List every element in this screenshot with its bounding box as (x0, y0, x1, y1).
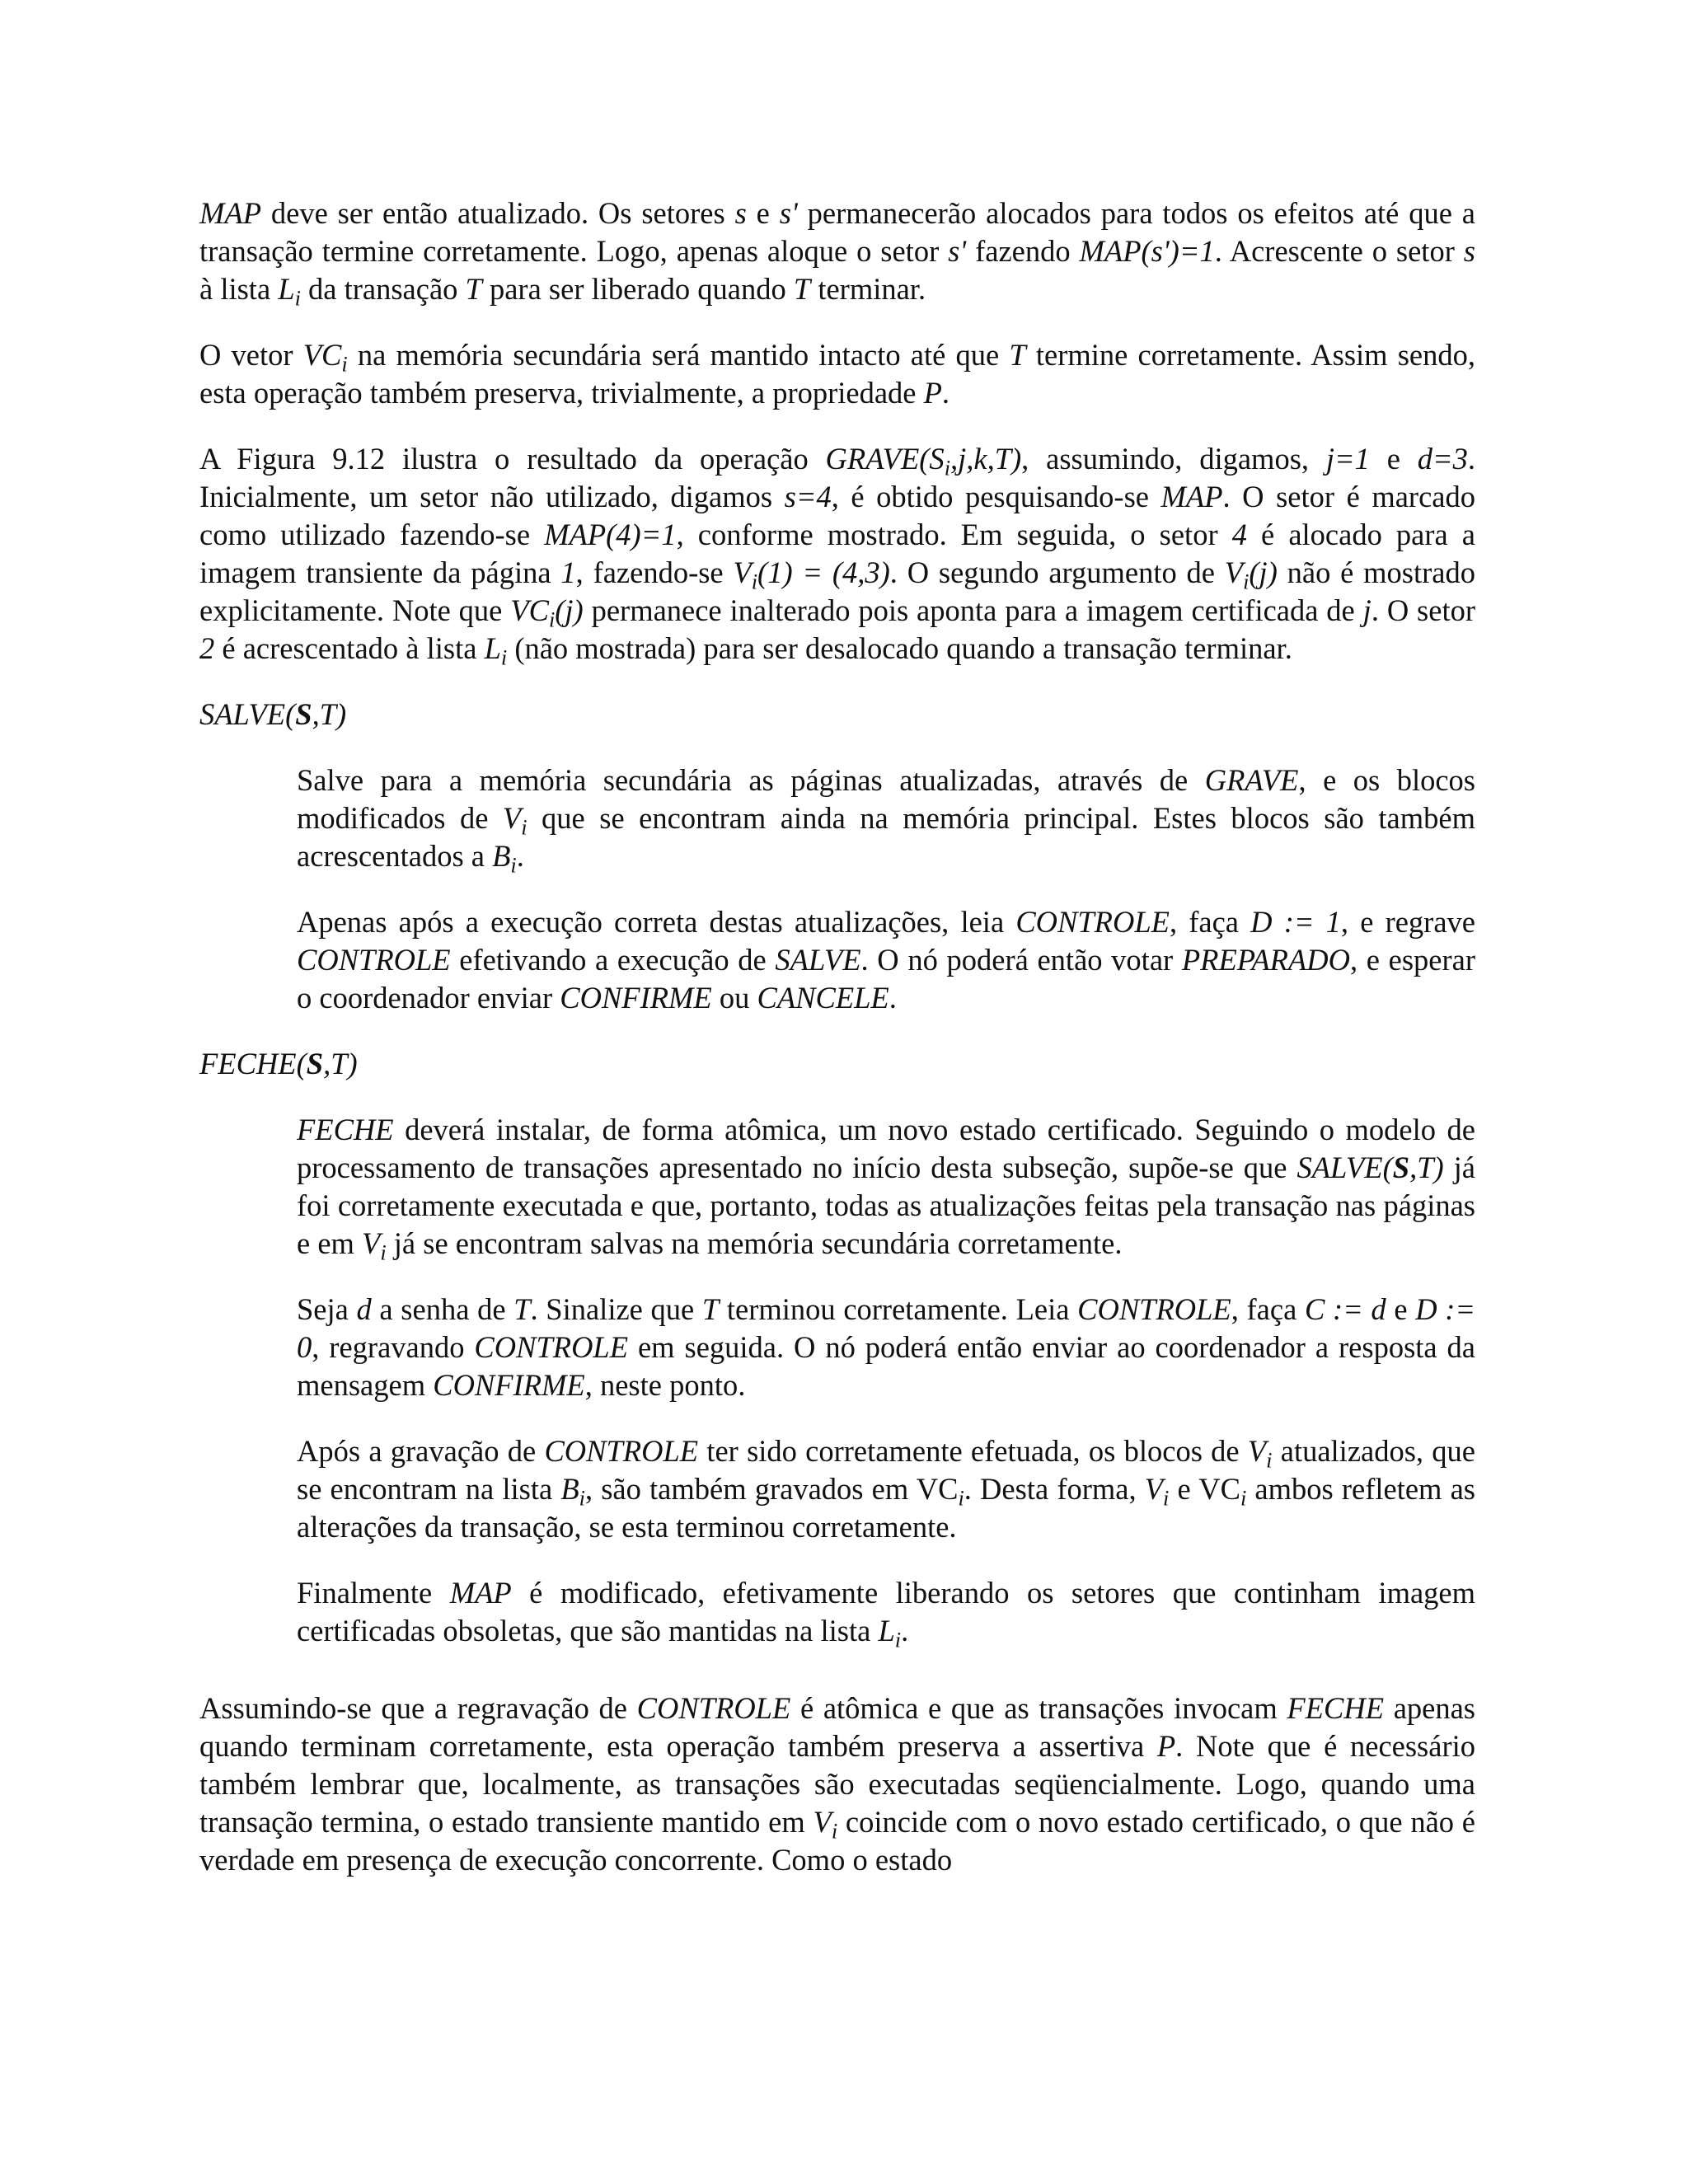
text-span: 1 (560, 555, 576, 589)
text-span: VC (1198, 1472, 1240, 1506)
text-span: . Acrescente o setor (1214, 234, 1464, 268)
text-span: GRAVE(S (825, 442, 945, 476)
text-span: C := d (1304, 1292, 1386, 1326)
subscript: i (510, 853, 517, 878)
text-span: ,j,k,T) (950, 442, 1022, 476)
text-span: CONTROLE (544, 1434, 699, 1468)
text-span: , faça (1231, 1292, 1305, 1326)
feche-heading (199, 1045, 1475, 1083)
text-span: MAP(4)=1 (544, 518, 677, 551)
text-span: CONFIRME (433, 1368, 585, 1402)
text-span: A Figura 9.12 ilustra o resultado da operação (199, 442, 826, 476)
text-span: é alocado para a imagem transiente da página (199, 518, 1476, 589)
text-span: P (923, 376, 942, 410)
text-span: MAP (199, 196, 261, 230)
text-span: em seguida. O nó poderá então enviar ao coordenador a resposta da mensagem (297, 1330, 1476, 1402)
subscript: i (944, 456, 950, 480)
text-span: S (306, 1047, 324, 1080)
text-span: , neste ponto. (584, 1368, 746, 1402)
text-span: , regravando (312, 1330, 475, 1364)
text-span: permanecerão alocados para todos os efeitos até que a transação termine corretamente. Logo, apenas aloque o setor (199, 196, 1475, 268)
text-span: , são também gravados em (584, 1472, 917, 1506)
text-span: ambos refletem as alterações da transação, se esta terminou corretamente. (297, 1472, 1475, 1544)
text-span: deve ser então atualizado. Os setores (261, 196, 735, 230)
text-span: 2 (199, 631, 215, 665)
text-span: a senha de (371, 1292, 514, 1326)
text-span: s (734, 196, 747, 230)
salve-paragraph-2 (297, 903, 1475, 1017)
text-span: . (941, 376, 950, 410)
feche-paragraph-3 (297, 1432, 1475, 1546)
text-span: ter sido corretamente efetuada, os blocos de (698, 1434, 1248, 1468)
text-span: V (1247, 1434, 1267, 1468)
text-span: , assumindo, digamos, (1021, 442, 1326, 476)
text-span: , e regrave (1340, 905, 1475, 939)
text-span: é atômica e que as transações invocam (790, 1691, 1287, 1725)
text-span: D := 1 (1250, 905, 1341, 939)
text-span: Após a gravação de (297, 1434, 545, 1468)
text-span: apenas quando terminam corretamente, esta operação também preserva a assertiva (199, 1691, 1475, 1763)
subscript: i (579, 1486, 585, 1511)
text-span: à lista (199, 272, 279, 306)
text-span: já se encontram salvas na memória secundária corretamente. (386, 1226, 1123, 1260)
text-span: para ser liberado quando (481, 272, 794, 306)
text-span: , e esperar o coordenador enviar (297, 943, 1475, 1015)
text-span: CONTROLE (474, 1330, 629, 1364)
subscript: i (1243, 569, 1250, 594)
text-span: VC (302, 338, 342, 372)
text-span: e (746, 196, 780, 230)
text-span: CONTROLE (1077, 1292, 1231, 1326)
subscript: i (1163, 1486, 1170, 1511)
text-span: j (1362, 593, 1372, 627)
feche-paragraph-1 (297, 1111, 1475, 1263)
text-span: Finalmente (297, 1576, 450, 1610)
text-span: termine corretamente. Assim sendo, esta operação também preserva, trivialmente, a propriedade (199, 338, 1476, 410)
text-span: VC (510, 593, 549, 627)
text-span: . (901, 1614, 909, 1647)
text-span: SALVE( (1296, 1151, 1393, 1184)
text-span: s (1463, 234, 1475, 268)
subscript: i (294, 286, 301, 311)
text-span: Apenas após a execução correta destas atualizações, leia (297, 905, 1016, 939)
subscript: i (751, 569, 758, 594)
text-span: é modificado, efetivamente liberando os setores que continham imagem certificadas obsoletas, que são mantidas na lista (297, 1576, 1475, 1647)
subscript: i (831, 1819, 838, 1844)
text-span: B (560, 1472, 579, 1506)
text-span: V (813, 1805, 832, 1839)
text-span: T (701, 1292, 720, 1326)
subscript: i (521, 815, 528, 840)
text-span: da transação (300, 272, 466, 306)
text-span: MAP(s')=1 (1079, 234, 1215, 268)
text-span: D := 0 (297, 1292, 1475, 1364)
text-span: SALVE (775, 943, 861, 977)
paragraph-vc-vector (199, 336, 1475, 412)
text-span: ou (711, 981, 757, 1015)
text-span: s' (779, 196, 798, 230)
feche-paragraph-4 (297, 1574, 1475, 1650)
text-span: . (889, 981, 897, 1015)
subscript: i (1240, 1486, 1247, 1511)
text-span: MAP (1160, 480, 1223, 513)
text-span: Salve para a memória secundária as páginas atualizadas, através de (297, 763, 1205, 797)
text-span: efetivando a execução de (450, 943, 776, 977)
subscript: i (548, 607, 556, 632)
salve-heading (199, 696, 1475, 733)
text-span: na memória secundária será mantido intacto até que (347, 338, 1010, 372)
document-page (199, 194, 1475, 1907)
text-span: PREPARADO (1181, 943, 1350, 977)
text-span: coincide com o novo estado certificado, o que não é verdade em presença de execução concorrente. Como o estado (199, 1805, 1476, 1877)
text-span: , fazendo-se (575, 555, 734, 589)
text-span: CONTROLE (636, 1691, 791, 1725)
subscript: i (500, 645, 508, 670)
text-span: T (793, 272, 811, 306)
text-span: O vetor (199, 338, 303, 372)
text-span: . O nó poderá então votar (860, 943, 1182, 977)
text-span: V (502, 801, 522, 835)
paragraph-figure-9-12 (199, 440, 1475, 668)
text-span: s=4 (784, 480, 832, 513)
text-span: L (484, 631, 501, 665)
paragraph-map-update (199, 194, 1475, 311)
text-span: permanece inalterado pois aponta para a imagem certificada de (583, 593, 1363, 627)
text-span: ,T) (312, 697, 347, 731)
text-span: MAP (449, 1576, 512, 1610)
text-span: 4 (1231, 518, 1247, 551)
text-span: e (1169, 1472, 1199, 1506)
text-span: SALVE( (199, 697, 296, 731)
text-span: , conforme mostrado. Em seguida, o setor (676, 518, 1232, 551)
subscript: i (1266, 1448, 1273, 1473)
text-span: Seja (297, 1292, 357, 1326)
text-span: VC (916, 1472, 959, 1506)
text-span: fazendo (966, 234, 1080, 268)
text-span: . O segundo argumento de (889, 555, 1225, 589)
text-span: S (295, 697, 312, 731)
text-span: CONFIRME (560, 981, 712, 1015)
text-span: , faça (1169, 905, 1251, 939)
text-span: S (1392, 1151, 1410, 1184)
text-span: . (516, 839, 524, 873)
text-span: (j) (555, 593, 584, 627)
text-span: (não mostrada) para ser desalocado quando a transação terminar. (507, 631, 1292, 665)
text-span: é acrescentado à lista (214, 631, 485, 665)
text-span: T (465, 272, 482, 306)
subscript: i (958, 1486, 964, 1511)
salve-paragraph-1 (297, 762, 1475, 878)
subscript: i (341, 352, 348, 377)
text-span: GRAVE (1204, 763, 1299, 797)
text-span: e (1386, 1292, 1416, 1326)
text-span: que se encontram ainda na memória principal. Estes blocos são também acrescentados a (297, 801, 1475, 873)
text-span: . Sinalize que (530, 1292, 702, 1326)
text-span: não é mostrado explicitamente. Note que (199, 555, 1475, 627)
text-span: V (733, 555, 752, 589)
text-span: FECHE (297, 1113, 394, 1146)
text-span: T (1009, 338, 1026, 372)
text-span: CONTROLE (297, 943, 451, 977)
text-span: . O setor (1371, 593, 1476, 627)
text-span: . O setor é marcado como utilizado fazendo-se (199, 480, 1475, 551)
text-span: . Desta forma, (964, 1472, 1145, 1506)
text-span: T (513, 1292, 531, 1326)
text-span: L (878, 1614, 895, 1647)
text-span: CONTROLE (1015, 905, 1170, 939)
text-span: , é obtido pesquisando-se (831, 480, 1161, 513)
text-span: ,T) (323, 1047, 358, 1080)
text-span: CANCELE (757, 981, 889, 1015)
text-span: V (362, 1226, 381, 1260)
text-span: j=1 (1325, 442, 1370, 476)
text-span: atualizados, que se encontram na lista (297, 1434, 1476, 1506)
feche-paragraph-2 (297, 1291, 1475, 1404)
text-span: (j) (1249, 555, 1278, 589)
text-span: terminar. (810, 272, 926, 306)
text-span: Assumindo-se que a regravação de (199, 1691, 637, 1725)
text-span: . Note que é necessário também lembrar que, localmente, as transações são executadas seqüencialmente. Logo, quando uma transação termina, o estado transiente mantido em (199, 1729, 1476, 1839)
text-span: FECHE( (199, 1047, 307, 1080)
text-span: L (278, 272, 295, 306)
text-span: , e os blocos modificados de (297, 763, 1475, 835)
subscript: i (380, 1240, 387, 1265)
paragraph-final (199, 1690, 1475, 1879)
text-span: B (492, 839, 511, 873)
text-span: P (1156, 1729, 1176, 1763)
text-span: V (1144, 1472, 1164, 1506)
text-span: d (356, 1292, 372, 1326)
text-span: deverá instalar, de forma atômica, um novo estado certificado. Seguindo o modelo de processamento de transações apresentado no início desta subseção, supõe-se que (297, 1113, 1475, 1184)
text-span: ,T) (1409, 1151, 1444, 1184)
text-span: d=3 (1417, 442, 1468, 476)
text-span: FECHE (1287, 1691, 1385, 1725)
text-span: e (1369, 442, 1418, 476)
text-span: terminou corretamente. Leia (719, 1292, 1078, 1326)
text-span: V (1224, 555, 1244, 589)
text-span: já foi corretamente executada e que, portanto, todas as atualizações feitas pela transação nas páginas e em (297, 1151, 1476, 1260)
text-span: . Inicialmente, um setor não utilizado, digamos (199, 442, 1476, 513)
text-span: (1) = (4,3) (757, 555, 890, 589)
subscript: i (894, 1628, 902, 1652)
text-span: s' (948, 234, 967, 268)
